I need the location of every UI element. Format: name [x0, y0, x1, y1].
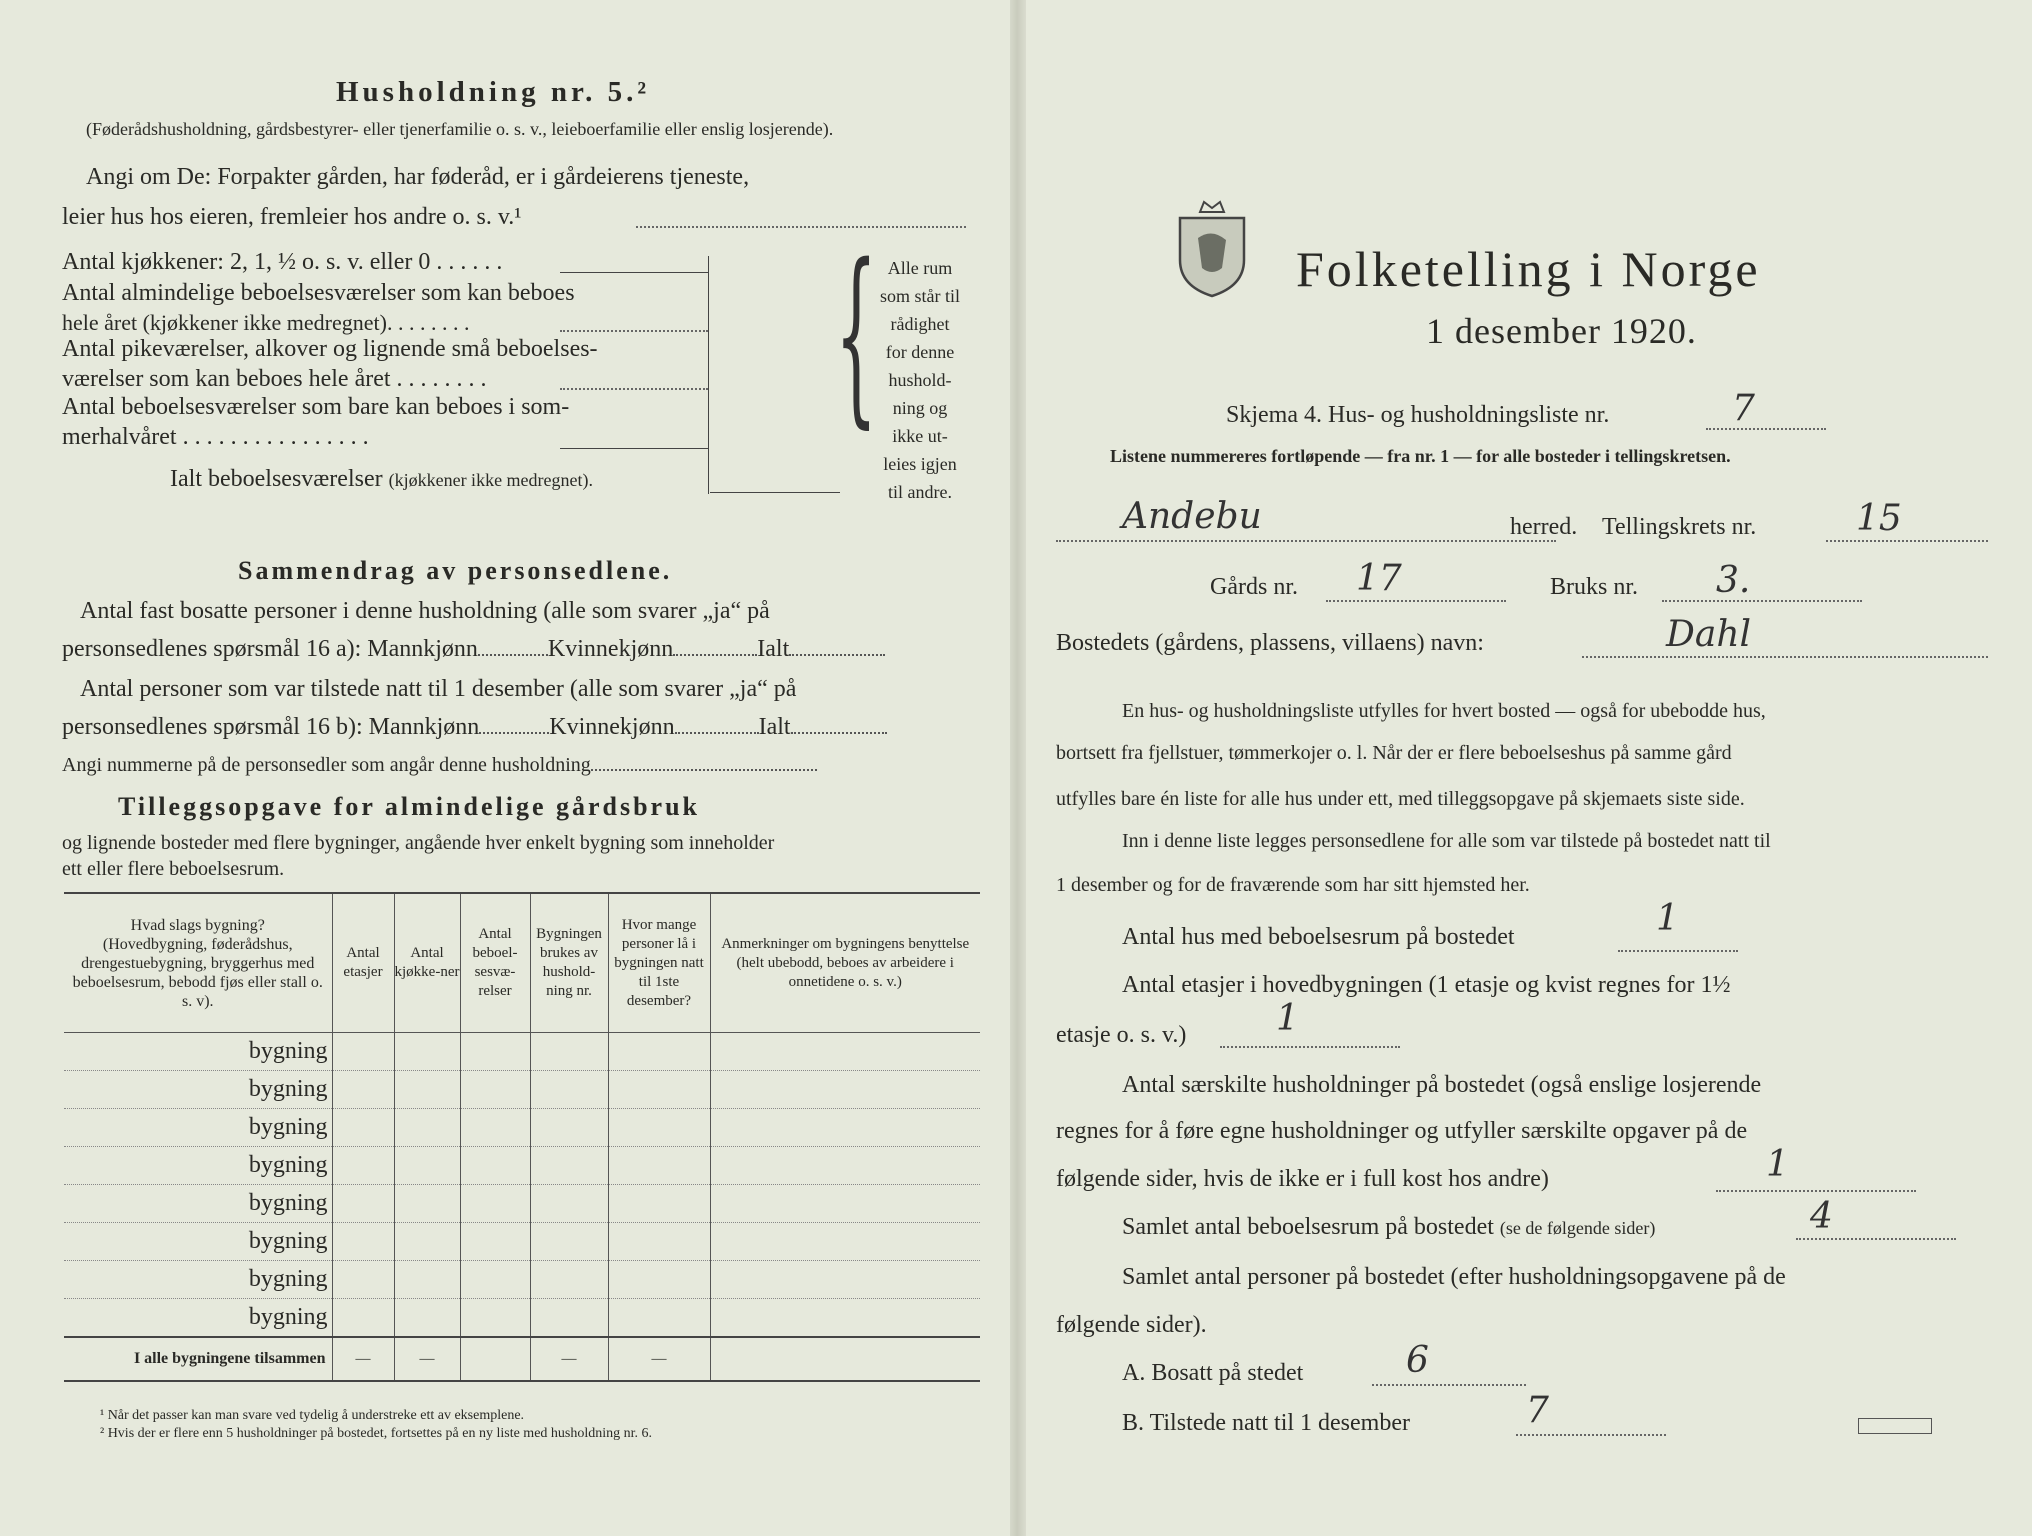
municipality-value: Andebu	[1122, 496, 1262, 537]
building-label: bygning	[64, 1033, 332, 1071]
brace: {	[835, 224, 878, 445]
header-building-type: Hvad slags bygning? (Hovedbygning, føderådshus, drengestuebygning, bryggerhus med beboelsesrum, bebodd fjøs eller stall o. s. v).	[64, 893, 332, 1033]
households-line-1: Antal særskilte husholdninger på bostedet (også enslige losjerende	[1122, 1072, 1762, 1098]
building-label: bygning	[64, 1223, 332, 1261]
total-rooms-text: Ialt beboelsesværelser	[170, 466, 383, 492]
floors-value: 1	[1276, 998, 1299, 1039]
schema-label: Skjema 4. Hus- og husholdningsliste nr.	[1226, 402, 1610, 428]
question-1-line-1: Angi om De: Forpakter gården, har føderåd, er i gårdeierens tjeneste,	[86, 164, 750, 190]
supplement-line-2: ett eller flere beboelsesrum.	[62, 858, 285, 880]
male-label: personsedlenes spørsmål 16 a): Mannkjønn	[62, 636, 478, 662]
numbers-text: Angi nummerne på de personsedler som angår denne husholdning	[62, 754, 591, 776]
coat-of-arms-icon	[1172, 198, 1252, 298]
total-answer	[789, 654, 885, 656]
question-1-line-2: leier hus hos eieren, fremleier hos andre o. s. v.¹	[62, 204, 522, 230]
houses-label: Antal hus med beboelsesrum på bostedet	[1122, 924, 1515, 950]
female-answer	[673, 654, 757, 656]
household-title: Husholdning nr. 5.²	[336, 76, 651, 108]
summary-1-line-2	[62, 636, 885, 663]
answer-line	[1516, 1434, 1666, 1436]
side-note-line: for denne	[885, 342, 955, 362]
total-rooms-line	[1122, 1214, 1655, 1241]
answer-line	[1706, 428, 1826, 430]
building-label: bygning	[64, 1109, 332, 1147]
total-rooms-note: (kjøkkener ikke medregnet).	[388, 470, 594, 490]
female-label: Kvinnekjønn	[547, 636, 674, 662]
total-label: I alle bygningene tilsammen	[64, 1337, 332, 1381]
summer-rooms-label-1: Antal beboelsesværelser som bare kan beboes i som-	[62, 394, 570, 420]
holding-number-value: 3.	[1716, 560, 1751, 601]
female-label: Kvinnekjønn	[549, 714, 675, 740]
answer-column-rule	[708, 256, 709, 494]
table-header-row	[64, 893, 980, 1033]
floors-line-1: Antal etasjer i hovedbygningen (1 etasje og kvist regnes for 1½	[1122, 972, 1731, 998]
side-note-line: ning og	[892, 398, 948, 418]
header-floors: Antal etasjer	[332, 893, 394, 1033]
answer-line	[1326, 600, 1506, 602]
header-persons: Hvor mange personer lå i bygningen natt til 1ste desember?	[608, 893, 710, 1033]
building-label: bygning	[64, 1071, 332, 1109]
summary-2-line-2	[62, 714, 887, 741]
household-subtitle: (Føderådshusholdning, gårdsbestyrer- eller tjenerfamilie o. s. v., leieboerfamilie eller enslig losjerende).	[86, 119, 834, 139]
total-answer	[791, 732, 887, 734]
present-label: B. Tilstede natt til 1 desember	[1122, 1410, 1410, 1436]
small-rooms-label-1: Antal pikeværelser, alkover og lignende små beboelses-	[62, 336, 598, 362]
total-mark: —	[332, 1337, 394, 1381]
answer-line	[560, 330, 708, 332]
table-row	[64, 1223, 980, 1261]
farm-number-value: 17	[1356, 558, 1402, 599]
table-row	[64, 1109, 980, 1147]
male-label: personsedlenes spørsmål 16 b): Mannkjønn	[62, 714, 480, 740]
census-title: Folketelling i Norge	[1296, 241, 1761, 297]
side-note	[870, 254, 970, 506]
answer-line	[1582, 656, 1988, 658]
answer-line	[1372, 1384, 1526, 1386]
instruction-2-line-1: Inn i denne liste legges personsedlene for alle som var tilstede på bostedet natt til	[1122, 830, 1771, 852]
building-label: bygning	[64, 1261, 332, 1299]
floors-line-2: etasje o. s. v.)	[1056, 1022, 1187, 1048]
header-kitchens: Antal kjøkke-ner	[394, 893, 460, 1033]
summary-2-line-1: Antal personer som var tilstede natt til 1 desember (alle som svarer „ja“ på	[80, 676, 797, 702]
total-rooms-note: (se de følgende sider)	[1499, 1218, 1656, 1238]
farm-number-label: Gårds nr.	[1210, 574, 1298, 600]
table-row	[64, 1147, 980, 1185]
rooms-label-2: hele året (kjøkkener ikke medregnet). . . . . . . .	[62, 310, 470, 335]
district-label: Tellingskrets nr.	[1602, 514, 1757, 540]
right-page	[1026, 0, 2032, 1536]
summary-title: Sammendrag av personsedlene.	[238, 556, 673, 585]
female-answer	[675, 732, 759, 734]
total-rooms-text: Samlet antal beboelsesrum på bostedet	[1122, 1214, 1494, 1240]
total-label: Ialt	[758, 714, 791, 740]
total-mark: —	[394, 1337, 460, 1381]
rooms-label-1: Antal almindelige beboelsesværelser som kan beboes	[62, 280, 575, 306]
answer-line	[560, 388, 708, 390]
answer-line	[560, 448, 708, 449]
supplement-line-1: og lignende bosteder med flere bygninger, angående hver enkelt bygning som inneholder	[62, 832, 775, 854]
side-note-line: ikke ut-	[892, 426, 948, 446]
households-line-2: regnes for å føre egne husholdninger og utfyller særskilte opgaver på de	[1056, 1118, 1748, 1144]
answer-line	[1056, 540, 1556, 542]
holding-number-label: Bruks nr.	[1550, 574, 1639, 600]
resident-label: A. Bosatt på stedet	[1122, 1360, 1304, 1386]
answer-line	[636, 226, 966, 228]
summary-1-line-1: Antal fast bosatte personer i denne husholdning (alle som svarer „ja“ på	[80, 598, 770, 624]
houses-value: 1	[1656, 898, 1679, 939]
total-mark: —	[530, 1337, 608, 1381]
table-total-row	[64, 1337, 980, 1381]
kitchens-label: Antal kjøkkener: 2, 1, ½ o. s. v. eller 0 . . . . . .	[62, 249, 503, 275]
side-note-line: som står til	[880, 286, 960, 306]
male-answer	[478, 654, 548, 656]
answer-line	[1826, 540, 1988, 542]
instruction-1-line-3: utfylles bare én liste for alle hus under ett, med tilleggsopgave på skjemaets siste side.	[1056, 788, 1745, 810]
side-note-line: rådighet	[890, 314, 950, 334]
list-number-value: 7	[1732, 388, 1755, 429]
instruction-1-line-2: bortsett fra fjellstuer, tømmerkojer o. l. Når der er flere beboelseshus på samme gård	[1056, 742, 1732, 764]
answer-line	[1618, 950, 1738, 952]
building-label: bygning	[64, 1185, 332, 1223]
table-row	[64, 1033, 980, 1071]
male-answer	[479, 732, 549, 734]
instruction-1-line-1: En hus- og husholdningsliste utfylles for hvert bosted — også for ubebodde hus,	[1122, 700, 1766, 722]
answer-line	[1796, 1238, 1956, 1240]
table-row	[64, 1071, 980, 1109]
instruction-2-line-2: 1 desember og for de fraværende som har sitt hjemsted her.	[1056, 874, 1530, 896]
district-value: 15	[1856, 498, 1902, 539]
header-remarks: Anmerkninger om bygningens benyttelse (helt ubebodd, beboes av arbeidere i onnetidene o. s. v.)	[710, 893, 980, 1033]
buildings-table	[64, 892, 980, 1382]
table-row	[64, 1299, 980, 1338]
households-value: 1	[1766, 1144, 1789, 1185]
numbers-answer	[591, 769, 817, 771]
numbering-note: Listene nummereres fortløpende — fra nr. 1 — for alle bosteder i tellingskretsen.	[1110, 446, 1731, 466]
side-note-line: hushold-	[888, 370, 952, 390]
answer-line	[560, 272, 708, 273]
total-rooms-label	[170, 466, 593, 493]
table-row	[64, 1261, 980, 1299]
place-name-value: Dahl	[1666, 614, 1752, 655]
side-note-line: til andre.	[888, 482, 952, 502]
header-household: Bygningen brukes av hushold-ning nr.	[530, 893, 608, 1033]
supplement-title: Tilleggsopgave for almindelige gårdsbruk	[118, 792, 701, 821]
footnote-2: ² Hvis der er flere enn 5 husholdninger på bostedet, fortsettes på en ny liste med husholdning nr. 6.	[100, 1426, 653, 1441]
census-date: 1 desember 1920.	[1426, 311, 1697, 351]
footnote-1: ¹ Når det passer kan man svare ved tydelig å understreke ett av eksemplene.	[100, 1408, 525, 1423]
side-note-line: Alle rum	[887, 258, 953, 278]
answer-line	[1716, 1190, 1916, 1192]
table-row	[64, 1185, 980, 1223]
total-rooms-value: 4	[1810, 1196, 1833, 1237]
place-name-label: Bostedets (gårdens, plassens, villaens) navn:	[1056, 630, 1484, 656]
households-line-3: følgende sider, hvis de ikke er i full kost hos andre)	[1056, 1166, 1549, 1192]
small-rooms-label-2: værelser som kan beboes hele året . . . . . . . .	[62, 366, 487, 392]
answer-line	[1220, 1046, 1400, 1048]
summer-rooms-label-2: merhalvåret . . . . . . . . . . . . . . . .	[62, 424, 369, 450]
municipality-label: herred.	[1510, 514, 1578, 540]
printer-stamp	[1858, 1418, 1932, 1434]
total-label: Ialt	[757, 636, 790, 662]
total-mark: —	[608, 1337, 710, 1381]
building-label: bygning	[64, 1299, 332, 1338]
numbers-label	[62, 754, 817, 777]
side-note-line: leies igjen	[883, 454, 957, 474]
building-label: bygning	[64, 1147, 332, 1185]
header-rooms: Antal beboel-sesvæ-relser	[460, 893, 530, 1033]
answer-line	[710, 492, 840, 493]
present-value: 7	[1526, 1390, 1549, 1431]
answer-line	[1662, 600, 1862, 602]
persons-line-1: Samlet antal personer på bostedet (efter husholdningsopgavene på de	[1122, 1264, 1786, 1290]
left-page	[0, 0, 1010, 1536]
resident-value: 6	[1406, 1340, 1429, 1381]
persons-line-2: følgende sider).	[1056, 1312, 1207, 1338]
page-fold	[1010, 0, 1026, 1536]
